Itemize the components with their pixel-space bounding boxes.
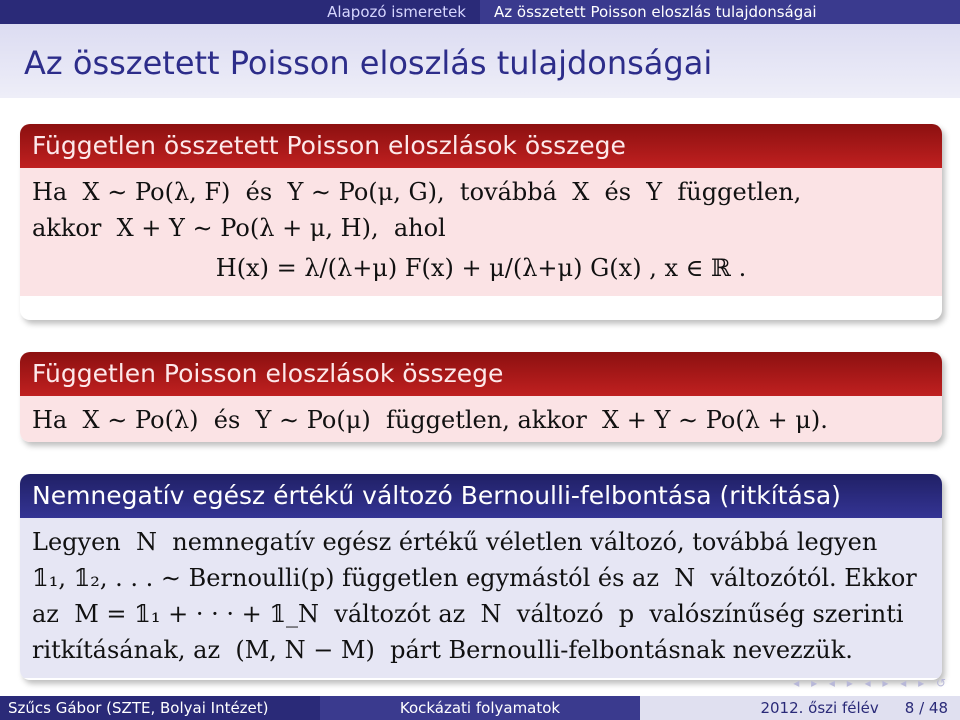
block-body: [20, 518, 942, 678]
block-text-line: Legyen N nemnegatív egész értékű véletlen változó, továbbá legyen: [32, 528, 878, 556]
block-text-line: 𝟙₁, 𝟙₂, . . . ∼ Bernoulli(p) független egymástól és az N változótól. Ekkor: [32, 564, 917, 592]
footer-page-number: 8 / 48: [904, 699, 948, 717]
formula: H(x) = λ/(λ+μ) F(x) + μ/(λ+μ) G(x) , x ∈ ℝ .: [215, 254, 747, 282]
frame-title: Az összetett Poisson eloszlás tulajdonságai: [24, 44, 713, 82]
block-body: [20, 168, 942, 296]
nav-subsection-link[interactable]: Az összetett Poisson eloszlás tulajdonságai: [480, 0, 960, 24]
beamer-navigation-icons[interactable]: ◂ ▸ ◂ ▸ ◂ ▸ ◂ ▸ ↺: [793, 676, 950, 690]
block-compound-poisson-sum: [20, 124, 942, 320]
block-poisson-sum: [20, 352, 942, 442]
block-title: Nemnegatív egész értékű változó Bernoulli-felbontása (ritkítása): [20, 474, 942, 518]
block-title: Független Poisson eloszlások összege: [20, 352, 942, 396]
block-text-line: az M = 𝟙₁ + · · · + 𝟙_N változót az N változó p valószínűség szerinti: [32, 600, 904, 628]
block-bernoulli-decomposition: [20, 474, 942, 680]
footer-semester: 2012. őszi félév: [760, 699, 879, 717]
footer-bar: [0, 696, 960, 720]
top-navigation-bar: [0, 0, 960, 24]
block-text-line: Ha X ∼ Po(λ, F) és Y ∼ Po(μ, G), továbbá X és Y független,: [32, 178, 802, 206]
block-text-line: ritkításának, az (M, N − M) párt Bernoulli-felbontásnak nevezzük.: [32, 636, 853, 664]
footer-author: Szűcs Gábor (SZTE, Bolyai Intézet): [0, 696, 320, 720]
block-text-line: Ha X ∼ Po(λ) és Y ∼ Po(μ) független, akkor X + Y ∼ Po(λ + μ).: [32, 406, 828, 434]
nav-section-link[interactable]: Alapozó ismeretek: [327, 3, 466, 21]
block-body: [20, 396, 942, 442]
frame-title-bar: [0, 24, 960, 98]
block-title: Független összetett Poisson eloszlások összege: [20, 124, 942, 168]
block-text-line: akkor X + Y ∼ Po(λ + μ, H), ahol: [32, 214, 446, 242]
footer-course: Kockázati folyamatok: [320, 696, 640, 720]
footer-info: [640, 696, 960, 720]
